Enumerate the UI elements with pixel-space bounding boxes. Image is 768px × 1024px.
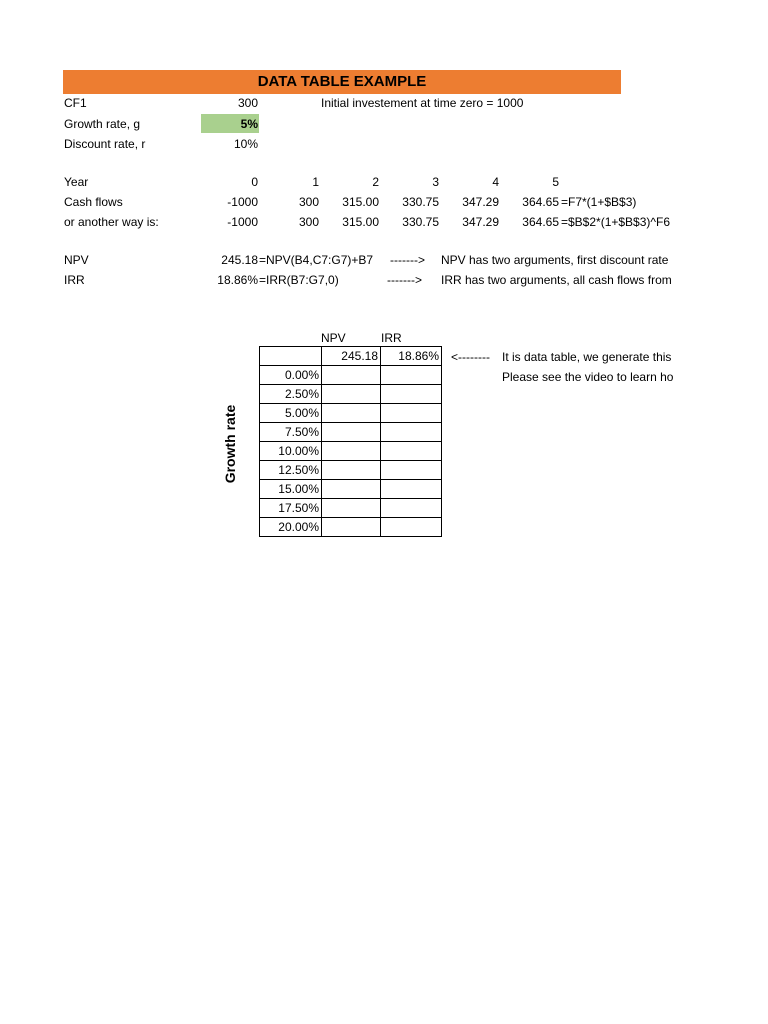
- alt-cash-flow-cell[interactable]: 300: [298, 215, 319, 229]
- npv-result-cell[interactable]: [322, 499, 381, 518]
- irr-result-cell[interactable]: [381, 480, 442, 499]
- alt-cash-flow-cell[interactable]: -1000: [227, 215, 258, 229]
- cash-flows-label: Cash flows: [64, 195, 123, 209]
- alt-way-label: or another way is:: [64, 215, 159, 229]
- alt-cash-flow-cell[interactable]: 347.29: [462, 215, 499, 229]
- data-table-note-1: It is data table, we generate this: [502, 350, 672, 364]
- irr-formula: =IRR(B7:G7,0): [259, 273, 339, 287]
- cash-flow-cell[interactable]: 300: [298, 195, 319, 209]
- irr-result-cell[interactable]: [381, 461, 442, 480]
- table-row: [260, 423, 442, 442]
- discount-rate-value[interactable]: 10%: [233, 137, 258, 151]
- data-table-top-irr[interactable]: 18.86%: [381, 347, 442, 366]
- npv-note: NPV has two arguments, first discount rate: [441, 253, 669, 267]
- data-table-irr-header: IRR: [381, 331, 402, 345]
- table-row: [260, 442, 442, 461]
- irr-result-cell[interactable]: [381, 423, 442, 442]
- table-row: [260, 518, 442, 537]
- cash-flow-cell[interactable]: 347.29: [462, 195, 499, 209]
- year-cell[interactable]: 2: [372, 175, 379, 189]
- cash-flow-cell[interactable]: 364.65: [522, 195, 559, 209]
- title-banner: DATA TABLE EXAMPLE: [63, 70, 621, 94]
- npv-result-cell[interactable]: [322, 385, 381, 404]
- npv-arrow: ------->: [390, 253, 425, 267]
- growth-rate-input-cell[interactable]: 17.50%: [260, 499, 322, 518]
- irr-result-cell[interactable]: [381, 366, 442, 385]
- year-cell[interactable]: 0: [251, 175, 258, 189]
- irr-label: IRR: [64, 273, 85, 287]
- npv-result-cell[interactable]: [322, 404, 381, 423]
- year-cell[interactable]: 1: [312, 175, 319, 189]
- irr-note: IRR has two arguments, all cash flows from: [441, 273, 672, 287]
- discount-rate-label: Discount rate, r: [64, 137, 146, 151]
- table-row: [260, 499, 442, 518]
- table-row: [260, 480, 442, 499]
- growth-rate-input-cell[interactable]: 0.00%: [260, 366, 322, 385]
- growth-rate-axis-label: Growth rate: [222, 404, 238, 484]
- cf1-value[interactable]: 300: [237, 96, 258, 110]
- data-table-arrow: <--------: [451, 350, 490, 364]
- npv-result-cell[interactable]: [322, 480, 381, 499]
- npv-result-cell[interactable]: [322, 442, 381, 461]
- cf1-label: CF1: [64, 96, 87, 110]
- data-table-npv-header: NPV: [321, 331, 346, 345]
- alt-cash-flow-cell[interactable]: 315.00: [342, 215, 379, 229]
- data-table-top-npv[interactable]: 245.18: [322, 347, 381, 366]
- irr-arrow: ------->: [387, 273, 422, 287]
- npv-result-cell[interactable]: [322, 423, 381, 442]
- year-label: Year: [64, 175, 89, 189]
- year-cell[interactable]: 4: [492, 175, 499, 189]
- npv-formula: =NPV(B4,C7:G7)+B7: [259, 253, 374, 267]
- year-cell[interactable]: 3: [432, 175, 439, 189]
- npv-result-cell[interactable]: [322, 518, 381, 537]
- growth-rate-input-cell[interactable]: 5.00%: [260, 404, 322, 423]
- year-cell[interactable]: 5: [552, 175, 559, 189]
- growth-rate-input-cell[interactable]: 15.00%: [260, 480, 322, 499]
- irr-result-cell[interactable]: [381, 518, 442, 537]
- cash-flow-cell[interactable]: 315.00: [342, 195, 379, 209]
- irr-result-cell[interactable]: [381, 499, 442, 518]
- alt-cash-flow-cell[interactable]: 364.65: [522, 215, 559, 229]
- irr-result-cell[interactable]: [381, 385, 442, 404]
- growth-rate-input-cell[interactable]: 20.00%: [260, 518, 322, 537]
- growth-rate-input-cell[interactable]: 2.50%: [260, 385, 322, 404]
- cash-flow-cell[interactable]: 330.75: [402, 195, 439, 209]
- npv-result-cell[interactable]: [322, 461, 381, 480]
- growth-rate-input-cell[interactable]: 7.50%: [260, 423, 322, 442]
- irr-result-cell[interactable]: [381, 404, 442, 423]
- data-table: [259, 346, 442, 537]
- data-table-note-2: Please see the video to learn ho: [502, 370, 674, 384]
- table-row: [260, 385, 442, 404]
- growth-rate-input-cell[interactable]: 10.00%: [260, 442, 322, 461]
- alt-cash-flow-formula: =$B$2*(1+$B$3)^F6: [561, 215, 671, 229]
- cash-flow-formula: =F7*(1+$B$3): [561, 195, 637, 209]
- growth-rate-value[interactable]: 5%: [240, 117, 258, 131]
- irr-value[interactable]: 18.86%: [217, 273, 258, 287]
- table-corner-cell[interactable]: [260, 347, 322, 366]
- npv-label: NPV: [64, 253, 89, 267]
- growth-rate-label: Growth rate, g: [64, 117, 141, 131]
- initial-investment-note: Initial investement at time zero = 1000: [321, 96, 524, 110]
- table-row: [260, 404, 442, 423]
- table-row: [260, 347, 442, 366]
- table-row: [260, 461, 442, 480]
- table-row: [260, 366, 442, 385]
- npv-result-cell[interactable]: [322, 366, 381, 385]
- irr-result-cell[interactable]: [381, 442, 442, 461]
- cash-flow-cell[interactable]: -1000: [227, 195, 258, 209]
- growth-rate-input-cell[interactable]: 12.50%: [260, 461, 322, 480]
- alt-cash-flow-cell[interactable]: 330.75: [402, 215, 439, 229]
- npv-value[interactable]: 245.18: [221, 253, 258, 267]
